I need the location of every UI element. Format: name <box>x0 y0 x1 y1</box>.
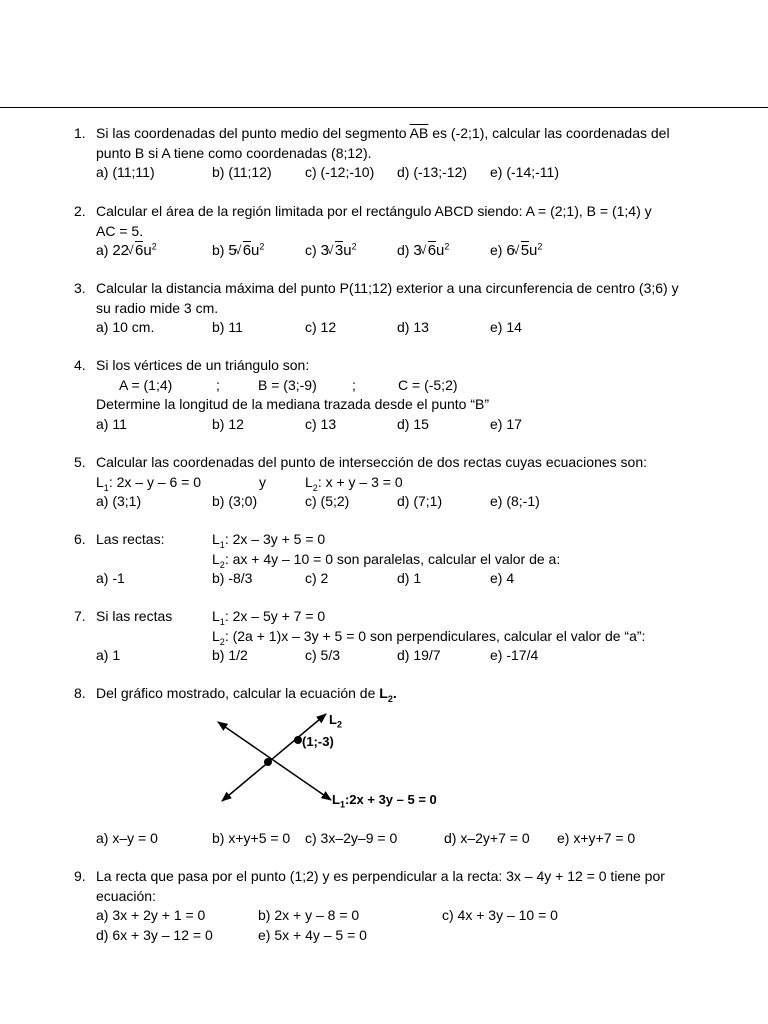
option-e: e) (8;-1) <box>490 493 540 509</box>
question-5 <box>74 453 704 512</box>
question-number: 6. <box>74 531 86 547</box>
label-l1-equation: $L_1:2x + 3y - 5 = 0$ <box>332 792 437 810</box>
line-l2 <box>222 714 326 801</box>
question-text: Calcular el área de la región limitada por el rectángulo ABCD siendo: A = (2;1), B = (1;4) y <box>96 203 652 219</box>
question-text: Del gráfico mostrado, calcular la ecuación de $L_2$. <box>96 685 397 704</box>
question-number: 5. <box>74 454 86 470</box>
option-a: a) 3x + 2y + 1 = 0 <box>96 907 206 923</box>
conjunction: y <box>259 473 266 490</box>
option-b: b) (3;0) <box>212 493 258 509</box>
line-l2-equation: $L_2$: (2a + 1)x – 3y + 5 = 0 son perpendiculares, calcular el valor de “a”: <box>212 627 646 647</box>
option-c: c) 3 √ $3u^2$ <box>305 241 357 261</box>
option-c: c) 4x + 3y – 10 = 0 <box>442 907 558 923</box>
option-b: b) 12 <box>212 415 244 432</box>
option-e: e) 6 √ $5u^2$ <box>490 241 542 261</box>
line-l2-equation: $L_2$: ax + 4y – 10 = 0 son paralelas, calcular el valor de a: <box>212 550 561 570</box>
option-a: a) 11 <box>96 415 127 432</box>
question-text: su radio mide 3 cm. <box>96 299 219 316</box>
question-number: 9. <box>74 868 86 884</box>
question-8 <box>74 684 704 704</box>
question-4 <box>74 356 704 434</box>
question-text: Calcular las coordenadas del punto de intersección de dos rectas cuyas ecuaciones son: <box>96 454 647 470</box>
segment-ab: $\overline{AB}$ <box>409 125 429 141</box>
option-d: d) 6x + 3y – 12 = 0 <box>96 926 213 943</box>
option-b: b) x+y+5 = 0 <box>212 830 291 846</box>
option-b: b) 11 <box>212 319 243 335</box>
question-number: 4. <box>74 357 86 373</box>
option-d: d) (7;1) <box>397 493 443 509</box>
question-8-options <box>74 829 704 849</box>
option-c: c) 2 <box>305 570 329 586</box>
option-a: a) (3;1) <box>96 493 142 509</box>
option-b: b) 1/2 <box>212 647 248 663</box>
vertex-a: A = (1;4) <box>119 376 173 393</box>
vertex-b: B = (3;-9) <box>258 376 317 393</box>
question-2 <box>74 202 704 261</box>
question-text: Calcular la distancia máxima del punto P(11;12) exterior a una circunferencia de centro (3;6) y <box>96 280 679 296</box>
option-a: a) 10 cm. <box>96 319 155 335</box>
option-c: c) 5/3 <box>305 647 341 663</box>
label-point: (1;-3) <box>302 734 334 749</box>
option-a: a) 22 √ $6u^2$ <box>96 241 157 261</box>
question-text: La recta que pasa por el punto (1;2) y es perpendicular a la recta: 3x – 4y + 12 = 0 tiene por <box>96 868 665 884</box>
option-c: c) (5;2) <box>305 493 350 509</box>
option-d: d) x–2y+7 = 0 <box>444 830 530 846</box>
question-9 <box>74 867 704 945</box>
option-e: e) 17 <box>490 415 522 432</box>
option-d: d) 15 <box>397 415 429 432</box>
question-number: 3. <box>74 280 86 296</box>
vertex-c: C = (-5;2) <box>398 376 458 393</box>
option-e: e) -17/4 <box>490 647 539 663</box>
option-b: b) 2x + y – 8 = 0 <box>258 907 360 923</box>
option-d: d) (-13;-12) <box>397 164 468 180</box>
point-1-neg3 <box>294 736 302 744</box>
line-l2-equation: $L_2$: x + y – 3 = 0 <box>305 473 403 493</box>
option-b: b) -8/3 <box>212 570 253 586</box>
option-c: c) 13 <box>305 415 337 432</box>
question-number: 1. <box>74 125 86 141</box>
option-a: a) 1 <box>96 647 121 663</box>
question-text: Si los vértices de un triángulo son: <box>96 357 310 373</box>
header-rule <box>0 107 768 108</box>
option-e: e) (-14;-11) <box>490 164 559 180</box>
separator: ; <box>352 376 356 393</box>
line-l1-equation: $L_1$: 2x – y – 6 = 0 <box>96 473 202 493</box>
option-e: e) 14 <box>490 319 522 335</box>
question-3 <box>74 279 704 338</box>
option-c: c) (-12;-10) <box>305 164 375 180</box>
option-b: b) (11;12) <box>212 164 272 180</box>
question-number: 8. <box>74 685 86 701</box>
question-text: Las rectas: <box>96 531 165 547</box>
option-e: e) x+y+7 = 0 <box>557 830 636 846</box>
option-d: d) 19/7 <box>397 647 441 663</box>
separator: ; <box>216 376 220 393</box>
option-d: d) 3 √ $6u^2$ <box>397 241 449 261</box>
question-text: punto B si A tiene como coordenadas (8;12). <box>96 144 372 161</box>
lines-graph <box>210 708 470 808</box>
question-text: Si las rectas <box>96 608 173 624</box>
intersection-point <box>264 758 272 766</box>
question-text: Si las coordenadas del punto medio del segmento $\overline{AB}$ es (-2;1), calcular las coordenadas del <box>96 125 670 141</box>
option-a: a) -1 <box>96 570 125 586</box>
option-a: a) x–y = 0 <box>96 830 158 846</box>
option-c: c) 12 <box>305 319 337 335</box>
question-1 <box>74 124 704 183</box>
question-text: ecuación: <box>96 887 156 904</box>
option-a: a) (11;11) <box>96 164 155 180</box>
question-6 <box>74 530 704 589</box>
option-c: c) 3x–2y–9 = 0 <box>305 830 398 846</box>
line-l1-equation: $L_1$: 2x – 3y + 5 = 0 <box>212 531 326 550</box>
line-l1-equation: $L_1$: 2x – 5y + 7 = 0 <box>212 608 326 627</box>
question-number: 7. <box>74 608 86 624</box>
option-e: e) 5x + 4y – 5 = 0 <box>258 926 367 943</box>
label-l2: $L_2$ <box>329 712 342 730</box>
question-text: AC = 5. <box>96 222 144 239</box>
option-b: b) 5 √ $6u^2$ <box>212 241 264 261</box>
question-number: 2. <box>74 203 86 219</box>
option-d: d) 13 <box>397 319 429 335</box>
option-e: e) 4 <box>490 570 515 586</box>
option-d: d) 1 <box>397 570 422 586</box>
question-7 <box>74 607 704 666</box>
question-text: Determine la longitud de la mediana trazada desde el punto “B” <box>96 396 490 412</box>
